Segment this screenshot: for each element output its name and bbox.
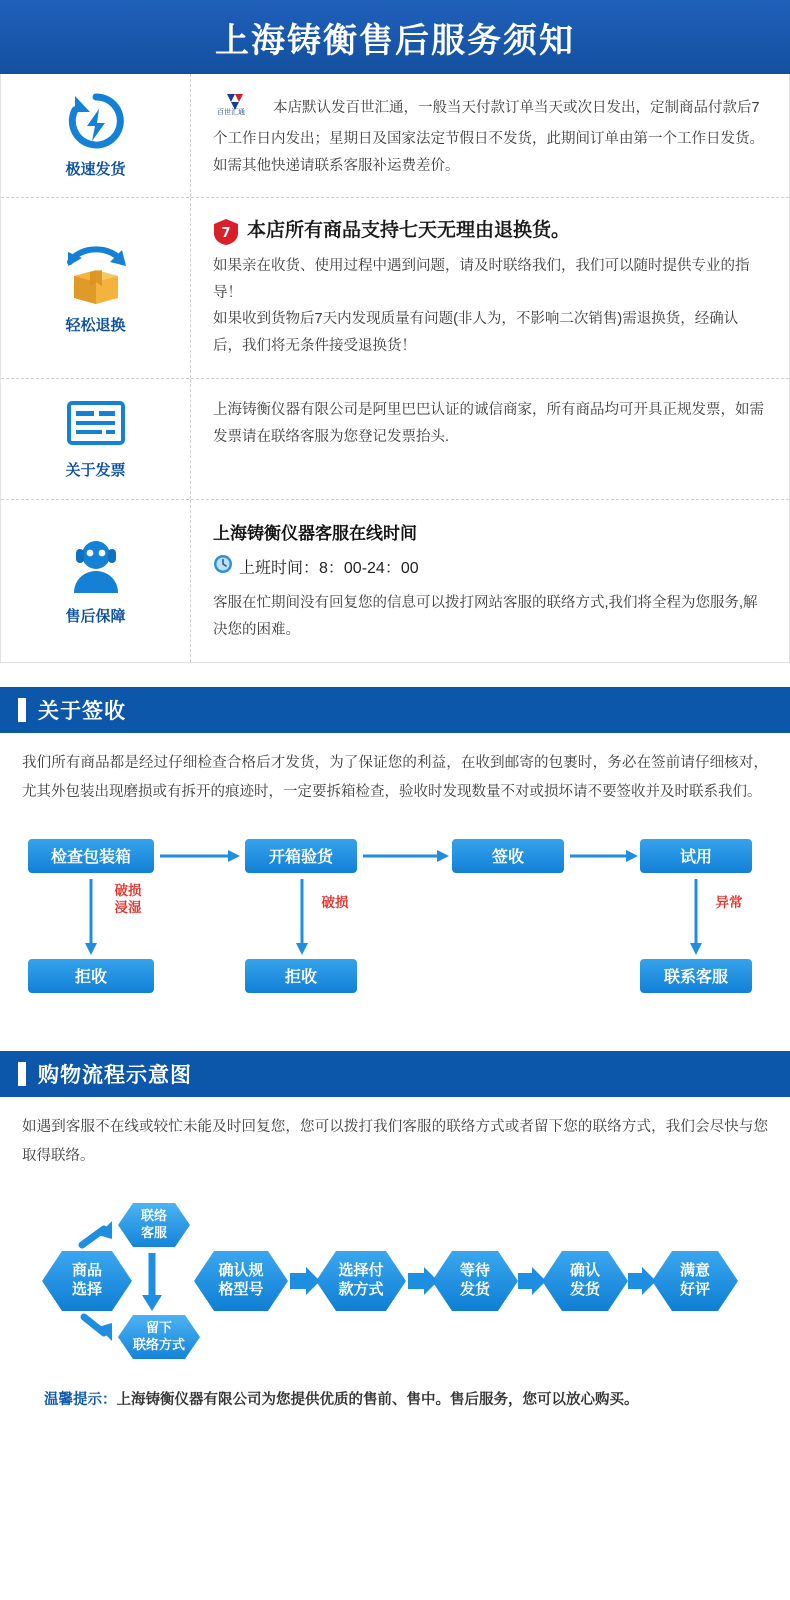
- section-accent-bar: [18, 698, 26, 722]
- worktime-row: [213, 554, 765, 585]
- section-title: 关于签收: [38, 699, 126, 723]
- return-exchange-icon: [60, 242, 132, 306]
- hex-good-review: [652, 1251, 738, 1311]
- section-title: 购物流程示意图: [38, 1063, 192, 1087]
- shopping-flow-diagram: [0, 1177, 790, 1377]
- flow-box-unbox-inspect: 开箱验货: [245, 839, 357, 873]
- warm-tip-label: 温馨提示：: [44, 1391, 117, 1408]
- hex-label: 商品 选择: [71, 1261, 102, 1298]
- service-heading-row: [213, 216, 765, 246]
- service-row-return-exchange: [1, 198, 789, 379]
- fast-shipping-icon: [65, 92, 127, 150]
- flow-box-reject: 拒收: [245, 959, 357, 993]
- flow-box-contact-service: 联系客服: [640, 959, 752, 993]
- service-label: 极速发货: [65, 161, 126, 179]
- service-label: 关于发票: [65, 461, 126, 479]
- hex-confirm-spec: [194, 1251, 288, 1311]
- page-title: 上海铸衡售后服务须知: [215, 21, 575, 60]
- hex-label: 联络 客服: [140, 1208, 167, 1240]
- flow-arrow-down: [83, 879, 99, 957]
- service-body: [191, 74, 789, 197]
- flow-box-sign: 签收: [452, 839, 564, 873]
- shopping-paragraph: 如遇到客服不在线或较忙未能及时回复您，您可以拨打我们客服的联络方式或者留下您的联络方式，我们会尽快与您取得联络。: [22, 1118, 768, 1164]
- service-heading: 上海铸衡仪器客服在线时间: [213, 524, 417, 544]
- service-icon-cell: [1, 379, 191, 499]
- hex-leave-contact: [118, 1315, 200, 1359]
- service-text: 如果亲在收货、使用过程中遇到问题，请及时联络我们，我们可以随时提供专业的指导！: [213, 257, 750, 301]
- service-text: 上海铸衡仪器有限公司是阿里巴巴认证的诚信商家，所有商品均可开具正规发票，如需发票请在联络客服为您登记发票抬头.: [213, 402, 764, 445]
- hex-contact-service: [118, 1203, 190, 1247]
- shopping-paragraph-wrap: [0, 1097, 790, 1171]
- service-icon-cell: [1, 198, 191, 378]
- svg-text:7: 7: [221, 225, 231, 241]
- receiving-paragraph: 我们所有商品都是经过仔细检查合格后才发货，为了保证您的利益，在收到邮寄的包裹时，务必在签前请仔细核对，尤其外包装出现磨损或有拆开的痕迹时，一定要拆箱检查，验收时发现数量不对或损坏请不要签收并及时联系我们。: [22, 754, 768, 800]
- flow-arrow-down: [688, 879, 704, 957]
- receiving-flow-diagram: [0, 817, 790, 1027]
- hex-wait-shipping: [432, 1251, 518, 1311]
- receiving-paragraph-wrap: [0, 733, 790, 807]
- invoice-icon: [65, 399, 127, 451]
- section-header-receiving: [0, 687, 790, 733]
- service-label: 售后保障: [65, 608, 126, 626]
- flow-branch-label: 异常: [715, 894, 743, 910]
- hex-label: 确认规 格型号: [218, 1261, 264, 1298]
- flow-box-trial: 试用: [640, 839, 752, 873]
- hex-label: 确认 发货: [569, 1261, 600, 1298]
- flow-box-reject: 拒收: [28, 959, 154, 993]
- baishi-huitong-logo: [213, 92, 271, 126]
- hex-confirm-shipping: [542, 1251, 628, 1311]
- hex-product-select: [42, 1251, 132, 1311]
- flow-branch-label: 破损 浸湿: [114, 882, 142, 915]
- service-icon-cell: [1, 74, 191, 197]
- service-text: 本店默认发百世汇通，一般当天付款订单当天或次日发出，定制商品付款后7个工作日内发出；星期日及国家法定节假日不发货，此期间订单由第一个工作日发货。如需其他快递请联系客服补运费差价。: [213, 100, 764, 174]
- hex-choose-payment: [316, 1251, 406, 1311]
- svg-text:百世汇通: 百世汇通: [217, 108, 245, 116]
- service-body: [191, 198, 789, 378]
- section-accent-bar: [18, 1062, 26, 1086]
- service-row-fast-shipping: [1, 74, 789, 198]
- hex-label: 满意 好评: [679, 1261, 710, 1298]
- service-row-after-sales: [1, 500, 789, 662]
- flow-branch-label: 破损: [321, 894, 349, 910]
- flow-box-check-package: 检查包装箱: [28, 839, 154, 873]
- warm-tip-text: 上海铸衡仪器有限公司为您提供优质的售前、售中。售后服务，您可以放心购买。: [116, 1391, 639, 1408]
- flow-arrow-right: [570, 848, 640, 864]
- service-table: [0, 74, 790, 663]
- section-header-shopping: [0, 1051, 790, 1097]
- service-label: 轻松退换: [65, 316, 126, 334]
- worktime-text: 上班时间：8：00-24：00: [239, 560, 419, 578]
- flow-arrow-right: [160, 848, 242, 864]
- after-sales-icon: [64, 535, 128, 597]
- service-text: 如果收到货物后7天内发现质量有问题(非人为，不影响二次销售)需退换货，经确认后，我们将无条件接受退换货！: [213, 311, 739, 355]
- clock-icon: [213, 554, 233, 585]
- seven-day-badge-icon: [213, 218, 239, 246]
- hex-label: 等待 发货: [459, 1261, 490, 1298]
- hex-label: 选择付 款方式: [338, 1261, 384, 1298]
- flow-arrow-right: [363, 848, 451, 864]
- service-icon-cell: [1, 500, 191, 662]
- service-text: 客服在忙期间没有回复您的信息可以拨打网站客服的联络方式,我们将全程为您服务,解决您的困难。: [213, 595, 758, 638]
- service-heading: 本店所有商品支持七天无理由退换货。: [247, 220, 571, 242]
- hex-label: 留下 联络方式: [132, 1320, 185, 1352]
- service-body: [191, 500, 789, 662]
- warm-tip: [0, 1377, 790, 1441]
- service-row-invoice: [1, 379, 789, 500]
- page-banner: [0, 0, 790, 74]
- flow-arrow-down: [294, 879, 310, 957]
- service-body: [191, 379, 789, 499]
